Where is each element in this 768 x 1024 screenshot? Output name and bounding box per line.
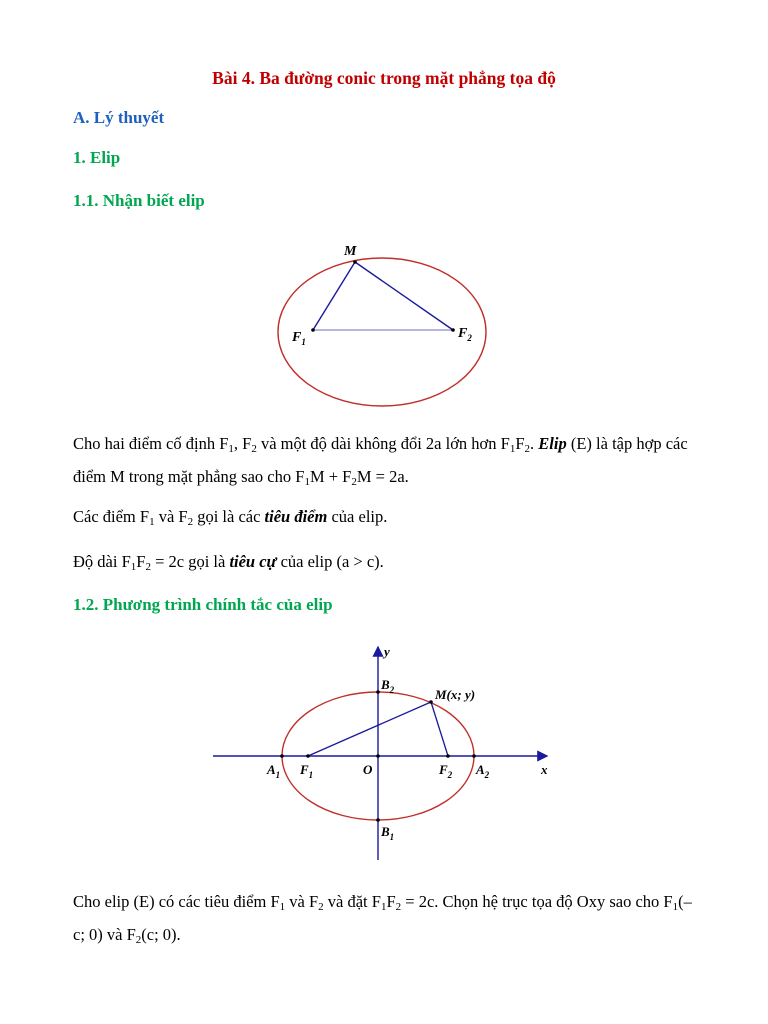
point-f1 <box>311 328 315 332</box>
paragraph-focal-length: Độ dài $F_1F_2 = 2c$ gọi là tiêu cự của elip (a > c). <box>73 552 384 573</box>
label-y: y <box>384 644 390 659</box>
label-f1: $F_1$ <box>292 330 306 347</box>
point-m <box>353 260 357 264</box>
label-f2: $F_2$ <box>439 762 453 780</box>
segment-f2-m <box>355 262 453 330</box>
paragraph-coordinate-setup: Cho elip (E) có các tiêu điểm $F_1$ và $F_2$ và đặt $F_1F_2 = 2c$. Chọn hệ trục tọa độ Oxy sao cho $F_1(-c$; 0) và $F_2(c$; 0). <box>73 892 692 946</box>
point-f2 <box>451 328 455 332</box>
point-m <box>429 700 433 704</box>
paragraph-definition: Cho hai điểm cố định $F_1$, $F_2$ và một độ dài không đổi 2a lớn hơn $F_1F_2$. Elip (E) là tập hợp các điểm M trong mặt phẳng sao cho $F_1M + F_2M = 2a$. <box>73 434 688 488</box>
section-1-2-heading: 1.2. Phương trình chính tắc của elip <box>73 595 333 614</box>
point-b1 <box>376 818 380 822</box>
label-m: M(x; y) <box>435 687 476 702</box>
label-f2: $F_2$ <box>458 326 472 343</box>
label-a2: $A_2$ <box>476 762 490 780</box>
ellipse-figure-2 <box>205 640 565 870</box>
label-f1: $F_1$ <box>300 762 314 780</box>
point-origin <box>376 754 380 758</box>
page-title: Bài 4. Ba đường conic trong mặt phẳng tọa độ <box>212 68 556 88</box>
point-f2 <box>446 754 450 758</box>
section-1-1-heading: 1.1. Nhận biết elip <box>73 191 205 210</box>
point-a1 <box>280 754 284 758</box>
ellipse-figure-1 <box>270 238 500 408</box>
segment-f1-m <box>308 702 431 756</box>
paragraph-foci: Các điểm $F_1$ và $F_2$ gọi là các tiêu điểm của elip. <box>73 507 388 528</box>
point-f1 <box>306 754 310 758</box>
label-o: O <box>363 762 373 777</box>
label-x: x <box>541 762 548 777</box>
label-b1: $B_1$ <box>381 824 395 842</box>
point-b2 <box>376 690 380 694</box>
label-b2: $B_2$ <box>381 677 395 695</box>
label-m: M <box>344 244 357 259</box>
point-a2 <box>472 754 476 758</box>
section-1-heading: 1. Elip <box>73 148 121 167</box>
label-a1: $A_1$ <box>267 762 281 780</box>
section-a-heading: A. Lý thuyết <box>73 108 165 127</box>
